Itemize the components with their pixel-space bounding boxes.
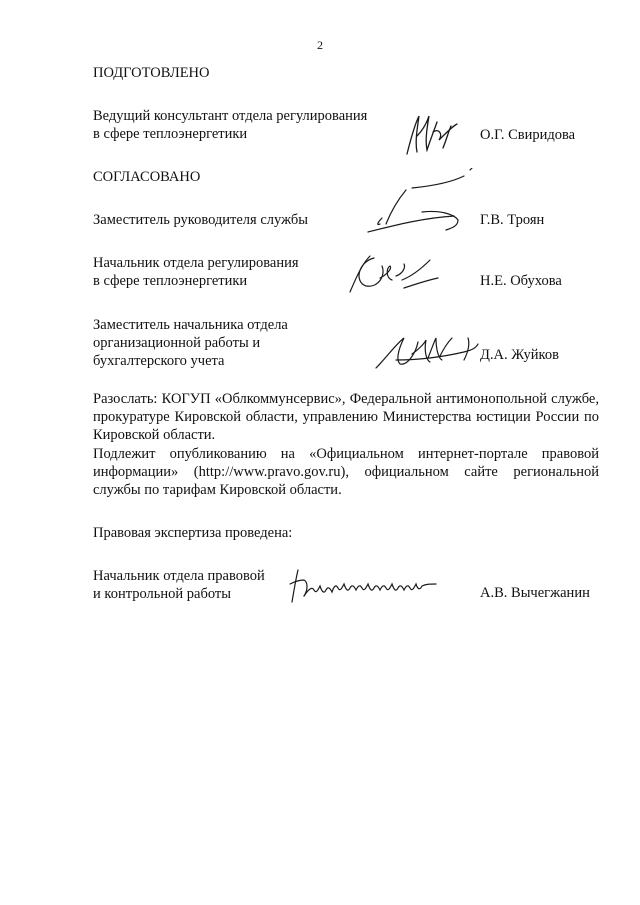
- agreed-position-line: Заместитель руководителя службы: [93, 212, 309, 228]
- legal-review-signer-name: А.В. Вычегжанин: [480, 585, 590, 601]
- prepared-position: [93, 107, 413, 143]
- publication-paragraph: Подлежит опубликованию на «Официальном интернет-портале правовой информации» (http://www.pravo.gov.ru), официальном сайте региональной службы по тарифам Кировской области.: [93, 446, 599, 498]
- distribution-paragraph: Разослать: КОГУП «Облкоммунсервис», Федеральной антимонопольной службе, прокуратуре Кировской области, управлению Министерства юстиции России по Кировской области.: [93, 391, 599, 443]
- signature-zhuykov: [372, 330, 480, 372]
- agreed-position-line: бухгалтерского учета: [93, 353, 225, 369]
- agreed-position-3: [93, 316, 413, 370]
- legal-review-position-line: Начальник отдела правовой: [93, 568, 265, 584]
- agreed-signer-name-1: Г.В. Троян: [480, 212, 545, 228]
- page-number: 2: [317, 38, 323, 52]
- agreed-position-line: Заместитель начальника отдела: [93, 317, 288, 333]
- agreed-position-line: организационной работы и: [93, 335, 261, 351]
- prepared-heading: ПОДГОТОВЛЕНО: [93, 65, 210, 81]
- prepared-signer-name: О.Г. Свиридова: [480, 127, 576, 143]
- signature-sviridova: [403, 108, 465, 158]
- signature-obukhova: [346, 248, 442, 296]
- agreed-position-line: Начальник отдела регулирования: [93, 255, 299, 271]
- prepared-position-line: Ведущий консультант отдела регулирования: [93, 108, 368, 124]
- agreed-signer-name-3: Д.А. Жуйков: [480, 347, 559, 363]
- agreed-position-line: в сфере теплоэнергетики: [93, 273, 248, 289]
- agreed-heading: СОГЛАСОВАНО: [93, 169, 201, 185]
- signature-troyan: [362, 168, 478, 240]
- signature-vychegzhanin: [286, 566, 446, 606]
- prepared-position-line: в сфере теплоэнергетики: [93, 126, 248, 142]
- legal-review-position-line: и контрольной работы: [93, 586, 231, 602]
- legal-review-heading: Правовая экспертиза проведена:: [93, 525, 293, 541]
- agreed-signer-name-2: Н.Е. Обухова: [480, 273, 562, 289]
